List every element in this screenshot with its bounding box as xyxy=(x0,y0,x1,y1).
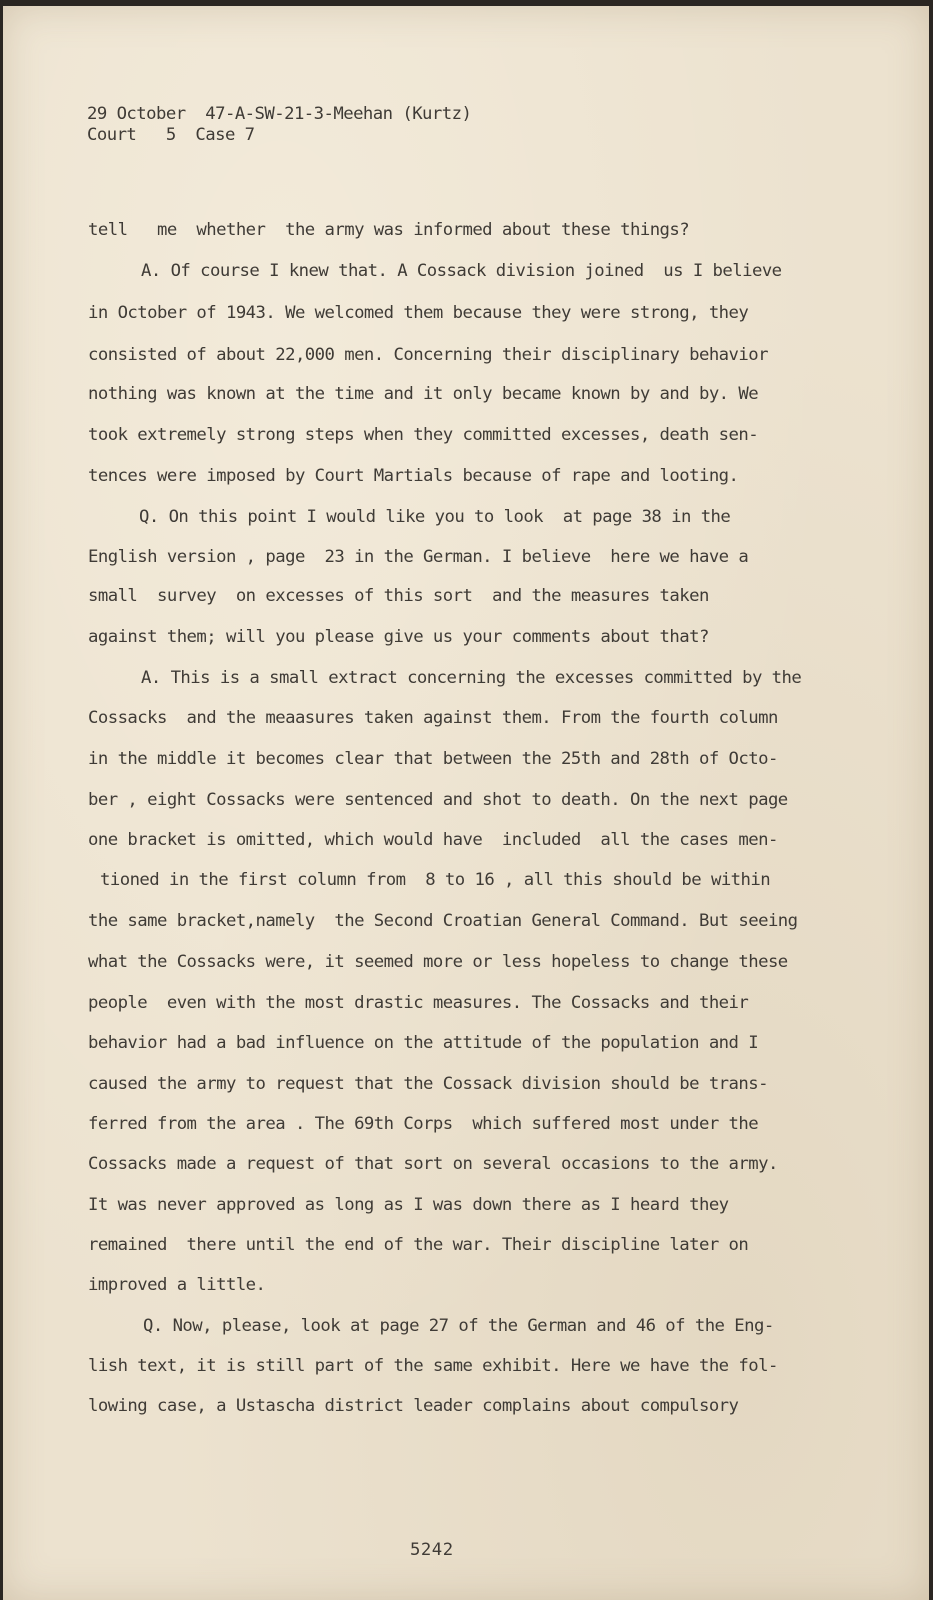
text-line: It was never approved as long as I was down there as I heard they xyxy=(88,1195,729,1215)
text-line: caused the army to request that the Cossack division should be trans- xyxy=(88,1074,768,1094)
text-line: Q. Now, please, look at page 27 of the German and 46 of the Eng- xyxy=(143,1316,774,1336)
text-line: what the Cossacks were, it seemed more or less hopeless to change these xyxy=(88,952,788,972)
text-line: people even with the most drastic measures. The Cossacks and their xyxy=(88,993,749,1013)
text-line: Cossacks made a request of that sort on several occasions to the army. xyxy=(88,1154,778,1174)
page-number: 5242 xyxy=(410,1540,454,1560)
text-line: Cossacks and the meaasures taken against them. From the fourth column xyxy=(88,708,778,728)
text-line: small survey on excesses of this sort and the measures taken xyxy=(88,586,709,606)
text-line: tences were imposed by Court Martials because of rape and looting. xyxy=(88,466,739,486)
text-line: Q. On this point I would like you to look at page 38 in the xyxy=(139,507,731,527)
text-line: lowing case, a Ustascha district leader complains about compulsory xyxy=(88,1396,739,1416)
text-line: ber , eight Cossacks were sentenced and shot to death. On the next page xyxy=(88,790,788,810)
text-line: took extremely strong steps when they committed excesses, death sen- xyxy=(88,425,759,445)
header-line-2: Court 5 Case 7 xyxy=(87,125,255,145)
text-line: A. Of course I knew that. A Cossack division joined us I believe xyxy=(141,261,782,281)
text-line: consisted of about 22,000 men. Concerning their disciplinary behavior xyxy=(88,345,768,365)
document-page xyxy=(3,6,929,1600)
text-line: tioned in the first column from 8 to 16 , all this should be within xyxy=(100,870,771,890)
text-line: in October of 1943. We welcomed them because they were strong, they xyxy=(88,303,749,323)
text-line: nothing was known at the time and it only became known by and by. We xyxy=(88,384,759,404)
text-line: improved a little. xyxy=(88,1275,266,1295)
text-line: ferred from the area . The 69th Corps which suffered most under the xyxy=(88,1114,759,1134)
text-line: remained there until the end of the war. Their discipline later on xyxy=(88,1235,749,1255)
header-line-1: 29 October 47-A-SW-21-3-Meehan (Kurtz) xyxy=(87,104,472,124)
text-line: against them; will you please give us your comments about that? xyxy=(88,627,709,647)
text-line: A. This is a small extract concerning the excesses committed by the xyxy=(141,668,802,688)
text-line: tell me whether the army was informed about these things? xyxy=(88,220,690,240)
text-line: lish text, it is still part of the same exhibit. Here we have the fol- xyxy=(88,1356,778,1376)
text-line: in the middle it becomes clear that between the 25th and 28th of Octo- xyxy=(88,749,778,769)
text-line: English version , page 23 in the German. I believe here we have a xyxy=(88,547,749,567)
text-line: the same bracket,namely the Second Croatian General Command. But seeing xyxy=(88,911,798,931)
text-line: one bracket is omitted, which would have included all the cases men- xyxy=(88,830,778,850)
text-line: behavior had a bad influence on the attitude of the population and I xyxy=(88,1033,759,1053)
